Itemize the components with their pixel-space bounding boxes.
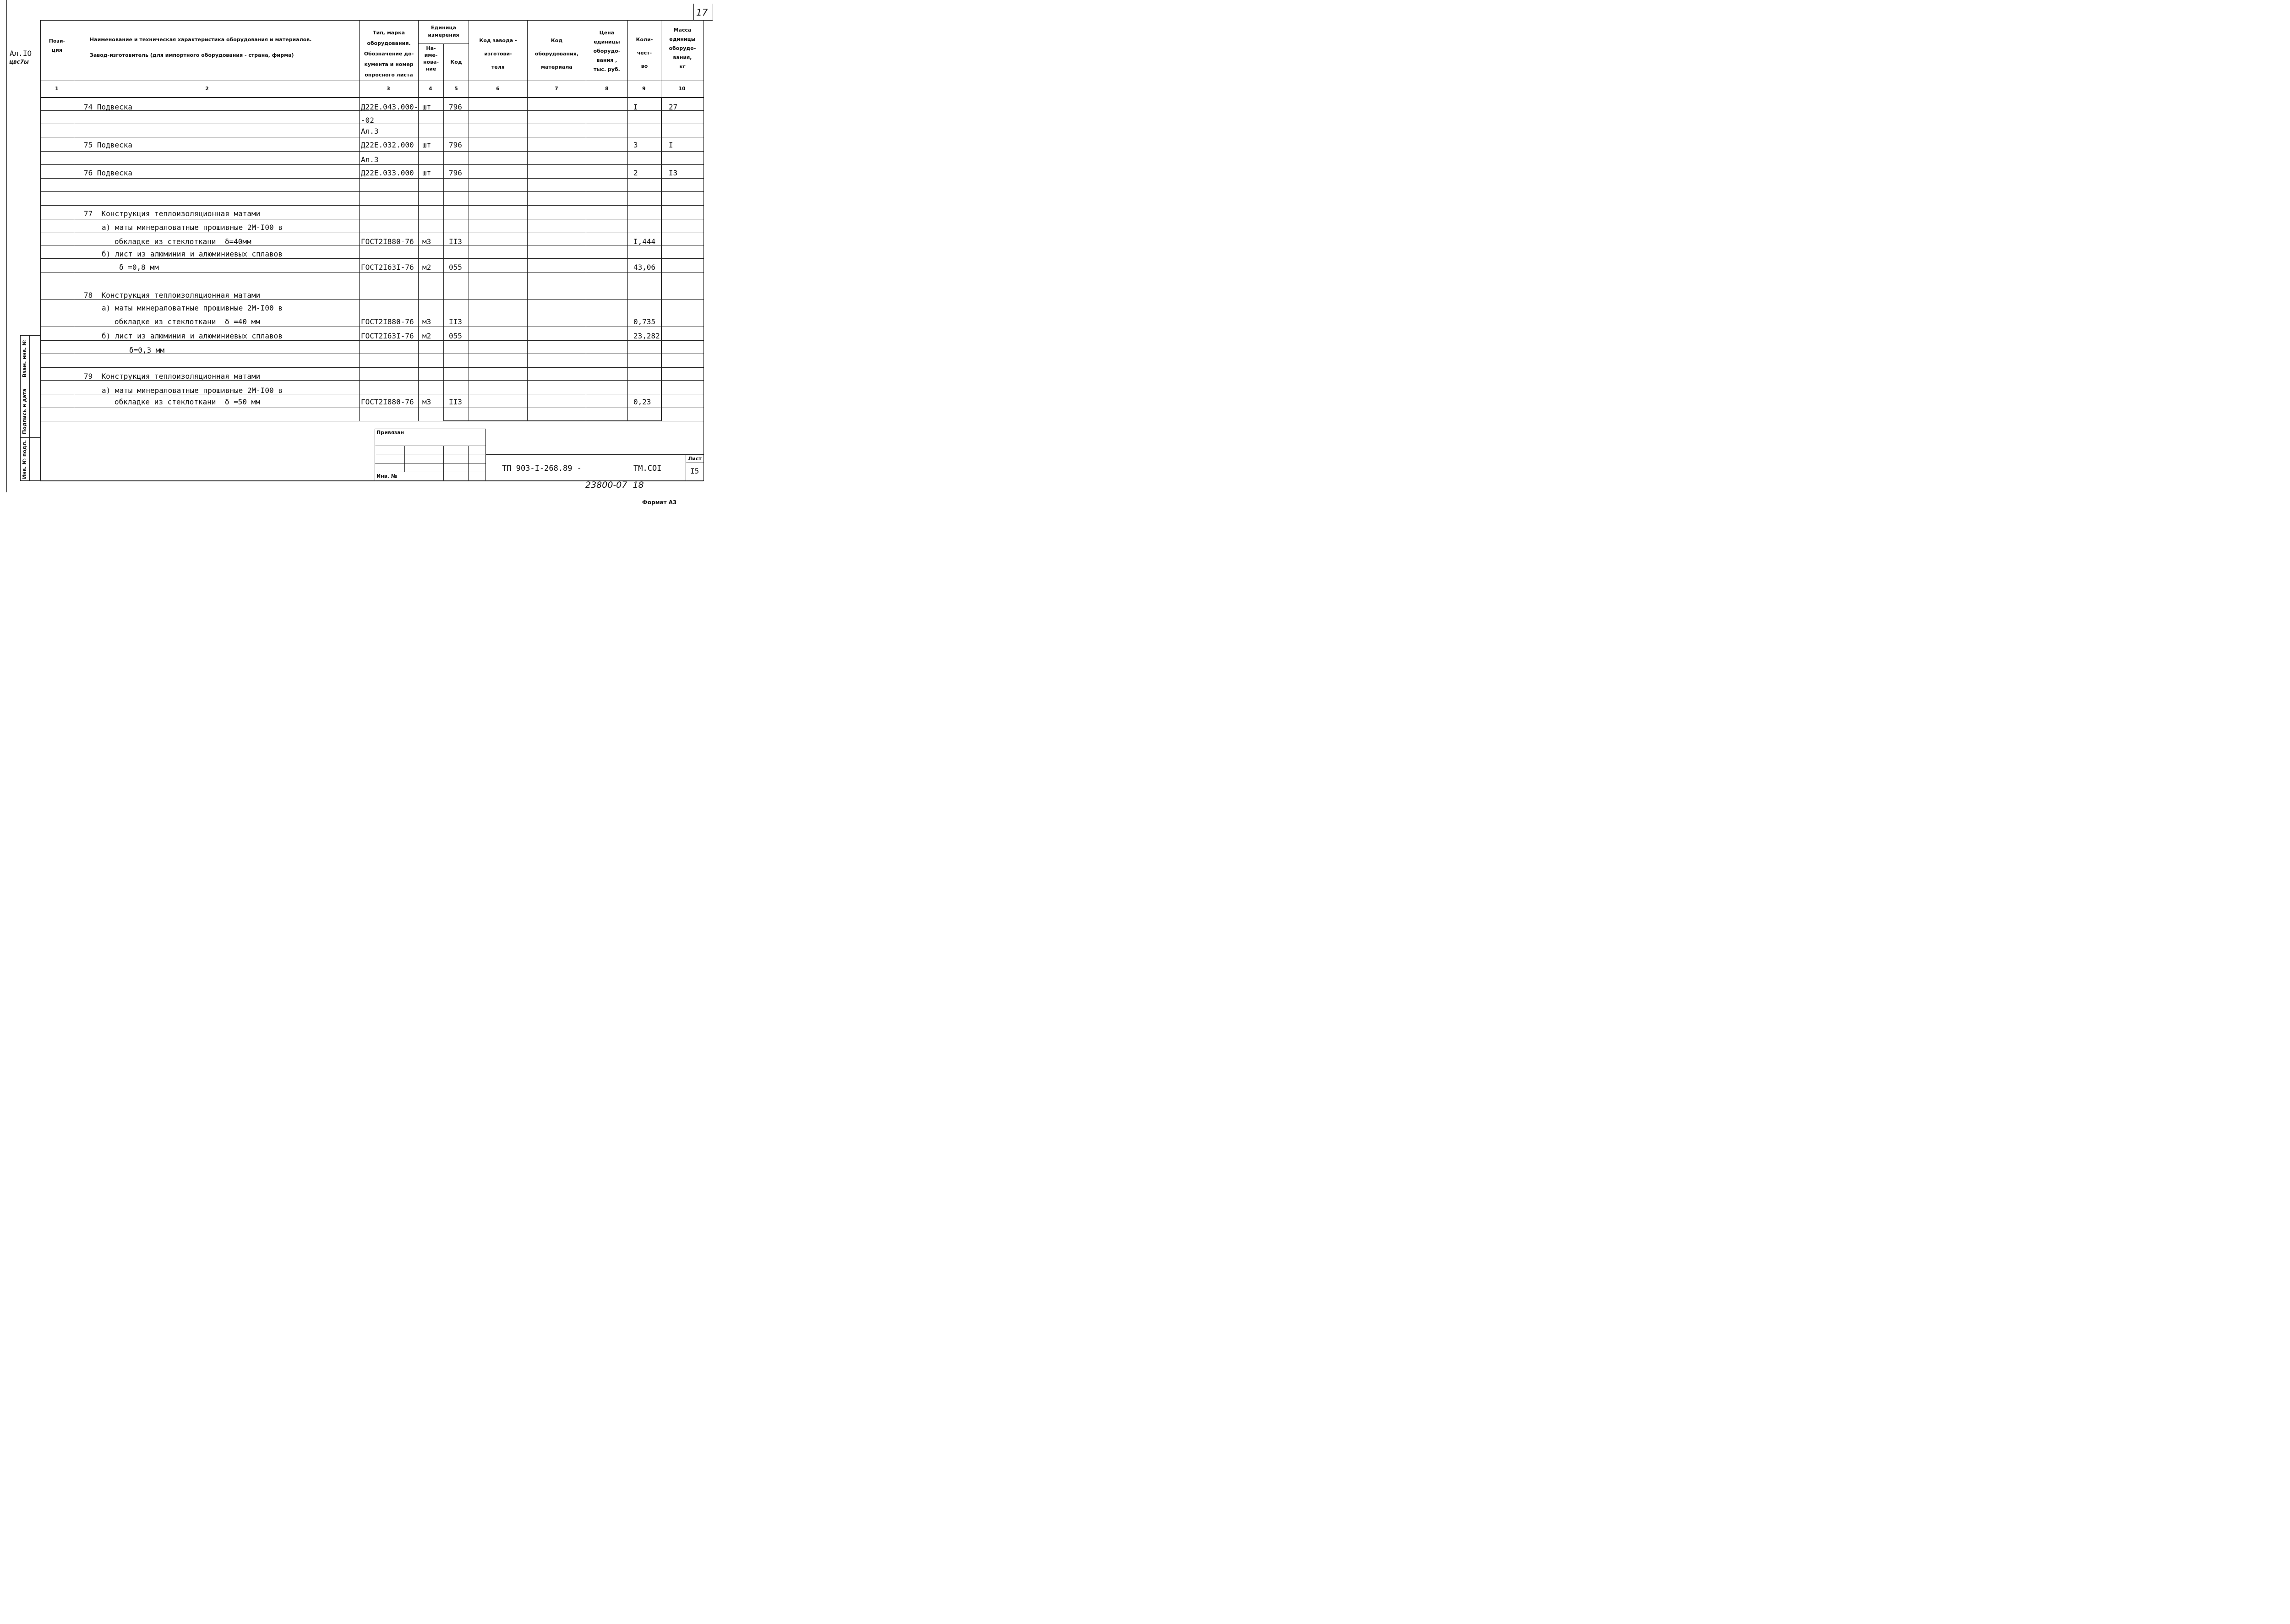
stamp-inv-no: Инв. № [376,473,398,479]
col-header-price: Цена единицы оборудо- вания , тыс. руб. [593,30,621,72]
row-grid-line [40,164,703,165]
cell-unit: м3 [422,237,431,246]
cell-type: Д22Е.032.000 [361,141,414,149]
cell-unit: шт [422,141,431,149]
column-number: 7 [555,86,558,92]
margin-label-top: Ал.IO [10,49,32,58]
column-number: 3 [387,86,390,92]
cell-name: 77 Конструкция теплоизоляционная матами [84,209,261,218]
format-label: Формат А3 [642,499,677,506]
row-grid-line [40,191,703,192]
row-grid-line [40,258,703,259]
cell-type: -02 [361,116,374,125]
cell-type: Ал.3 [361,155,379,164]
stamp-col-3 [468,446,469,480]
side-stamp-top [20,335,40,336]
col-header-unit-group: Единица измерения [428,25,459,38]
cell-quantity: I,444 [633,237,656,246]
sheet-label: Лист [688,456,702,462]
cell-mass: I3 [669,169,678,177]
col-header-equip-code: Код оборудования, материала [534,38,579,70]
stamp-privyazan: Привязан [376,430,404,436]
side-label-vzam: Взам. инв. № [22,339,27,377]
stamp-col-2 [443,446,444,480]
block-left [443,97,444,421]
side-stamp-mid [29,335,30,481]
row-grid-line [40,340,703,341]
col-header-mass: Масса единицы оборудо- вания, кг [669,27,696,70]
cell-type: ГОСТ2I63I-76 [361,332,414,340]
cell-unit: м2 [422,263,431,272]
cell-name: обкладке из стеклоткани δ=40мм [114,237,251,246]
column-number: 4 [429,86,432,92]
column-number: 1 [55,86,59,92]
col-header-type: Тип, марка оборудования. Обозначение до- кумента и номер опросного листа [364,30,414,78]
frame-top [40,20,703,21]
doc-block-top [485,454,703,455]
cell-unit-code: II3 [449,398,462,406]
cell-name: 76 Подвеска [84,169,132,177]
col-line-8 [627,20,628,421]
side-stamp-div-2 [20,437,40,438]
row-grid-line [40,178,703,179]
col-line-2 [359,20,360,421]
cell-type: Ал.3 [361,127,379,136]
column-number: 9 [642,86,646,92]
column-number: 2 [205,86,209,92]
cell-quantity: 23,282 [633,332,660,340]
cell-quantity: 0,23 [633,398,651,406]
row-grid-line [40,151,703,152]
stamp-col-1 [404,446,405,472]
block-right [661,97,662,421]
column-number: 8 [605,86,609,92]
cell-type: Д22Е.043.000- [361,103,419,111]
frame-right [703,20,704,481]
col-line-4b [443,81,444,97]
number-row-bottom [40,97,703,98]
handwritten-number: 23800-07 18 [585,480,644,490]
cell-unit-code: 796 [449,169,462,177]
col-line-3 [418,20,419,421]
col-header-unit-code: Код [450,59,462,65]
cell-type: ГОСТ2I63I-76 [361,263,414,272]
left-margin-line [6,0,7,492]
sheet-number: I5 [690,467,699,475]
cell-unit-code: 796 [449,103,462,111]
cell-unit: м3 [422,398,431,406]
side-stamp-bottom [20,480,40,481]
col-header-unit-name: На- име- нова- ние [423,45,439,72]
cell-name: а) маты минераловатные прошивные 2М-I00 в [102,223,283,232]
col-header-pos: Пози- ция [49,38,65,53]
column-number: 6 [496,86,500,92]
cell-mass: I [669,141,673,149]
col-header-plant-code: Код завода - изготови- теля [479,38,517,70]
cell-name: а) маты минераловатные прошивные 2М-I00 в [102,386,283,395]
corner-page-mark: 17 [696,7,708,18]
cell-quantity: 0,735 [633,317,656,326]
frame-left [40,20,41,481]
cell-name: б) лист из алюминия и алюминиевых сплавов [102,250,283,258]
cell-name: обкладке из стеклоткани δ =50 мм [114,398,260,406]
cell-name: 79 Конструкция теплоизоляционная матами [84,372,261,381]
row-grid-line [40,367,703,368]
cell-name: δ=0,3 мм [129,346,165,354]
cell-name: 74 Подвеска [84,103,132,111]
side-label-inv-podl: Инв. № подл. [22,440,27,479]
col-header-name-2: Завод-изготовитель (для импортного оборудования - страна, фирма) [90,52,294,58]
cell-unit: м3 [422,317,431,326]
cell-type: ГОСТ2I880-76 [361,398,414,406]
cell-name: 75 Подвеска [84,141,132,149]
side-label-podpis: Подпись и дата [22,388,27,434]
cell-name: обкладке из стеклоткани δ =40 мм [114,317,260,326]
cell-name: δ =0,8 мм [119,263,159,272]
cell-type: Д22Е.033.000 [361,169,414,177]
row-grid-line [40,272,703,273]
cell-unit-code: II3 [449,237,462,246]
cell-quantity: 43,06 [633,263,656,272]
cell-type: ГОСТ2I880-76 [361,237,414,246]
cell-quantity: I [633,103,638,111]
side-stamp-left [20,335,21,481]
cell-unit: шт [422,103,431,111]
cell-name: а) маты минераловатные прошивные 2М-I00 в [102,304,283,312]
doc-code: ТП 903-I-268.89 - [502,464,582,473]
cell-unit-code: 796 [449,141,462,149]
cell-quantity: 3 [633,141,638,149]
corner-box-bottom [693,20,713,21]
cell-type: ГОСТ2I880-76 [361,317,414,326]
cell-quantity: 2 [633,169,638,177]
cell-unit-code: II3 [449,317,462,326]
col-header-name-1: Наименование и техническая характеристика оборудования и материалов. [90,37,312,43]
row-grid-line [40,205,703,206]
cell-unit: шт [422,169,431,177]
corner-box-left [693,4,694,20]
cell-unit-code: 055 [449,332,462,340]
column-number: 10 [678,86,686,92]
cell-name: 78 Конструкция теплоизоляционная матами [84,291,261,300]
cell-unit: м2 [422,332,431,340]
cell-unit-code: 055 [449,263,462,272]
cell-mass: 27 [669,103,678,111]
col-header-qty: Коли- чест- во [636,37,653,69]
col-line-6 [527,20,528,421]
column-number: 5 [454,86,458,92]
margin-label-bottom: цвс7ы [9,59,29,65]
doc-suffix: ТМ.СОI [633,464,662,473]
cell-name: б) лист из алюминия и алюминиевых сплавов [102,332,283,340]
